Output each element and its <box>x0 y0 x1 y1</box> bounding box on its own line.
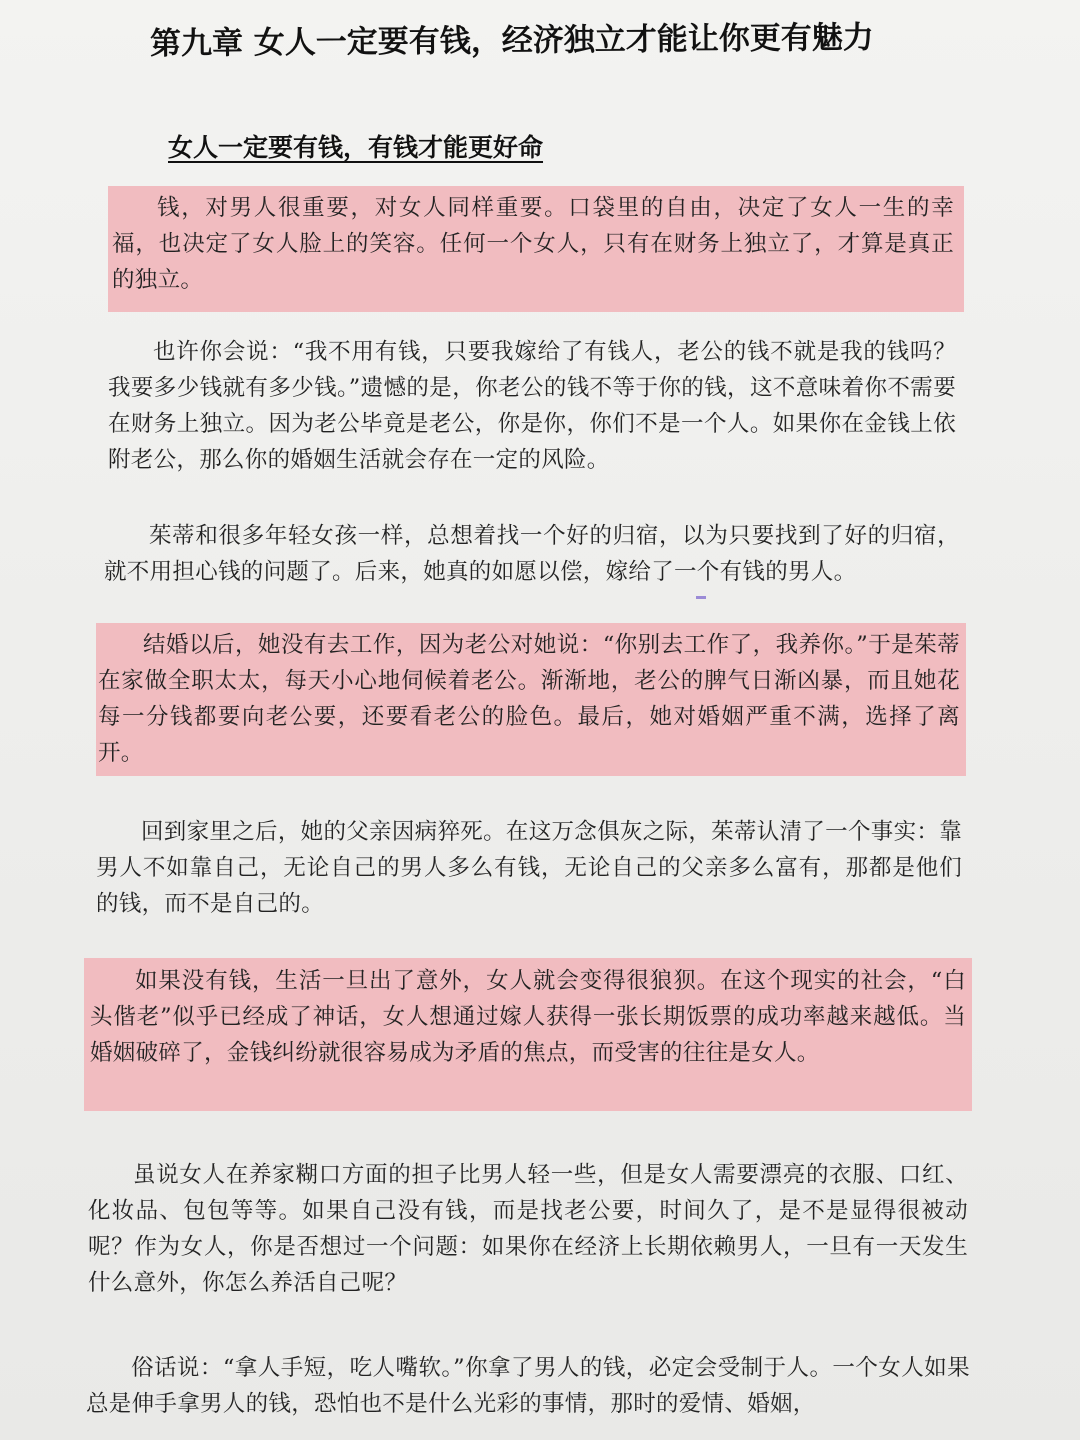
chapter-title: 第九章 女人一定要有钱，经济独立才能让你更有魅力 <box>149 19 874 62</box>
section-title: 女人一定要有钱，有钱才能更好命 <box>168 133 544 162</box>
paragraph-4: 结婚以后，她没有去工作，因为老公对她说：“你别去工作了，我养你。”于是茱蒂在家做全职太太，每天小心地伺候着老公。渐渐地，老公的脾气日渐凶暴，而且她花每一分钱都要向老公要，还要看老公的脸色。最后，她对婚姻严重不满，选择了离开。 <box>98 632 960 766</box>
paragraph-5: 回到家里之后，她的父亲因病猝死。在这万念俱灰之际，茱蒂认清了一个事实：靠男人不如靠自己，无论自己的男人多么有钱，无论自己的父亲多么富有，那都是他们的钱，而不是自己的。 <box>96 819 962 917</box>
paragraph-6: 如果没有钱，生活一旦出了意外，女人就会变得很狼狈。在这个现实的社会，“白头偕老”似乎已经成了神话，女人想通过嫁人获得一张长期饭票的成功率越来越低。当婚姻破碎了，金钱纠纷就很容易成为矛盾的焦点，而受害的往往是女人。 <box>90 968 966 1066</box>
paragraph-7: 虽说女人在养家糊口方面的担子比男人轻一些，但是女人需要漂亮的衣服、口红、化妆品、包包等等。如果自己没有钱，而是找老公要，时间久了，是不是显得很被动呢？作为女人，你是否想过一个问题：如果你在经济上长期依赖男人，一旦有一天发生什么意外，你怎么养活自己呢？ <box>88 1162 968 1296</box>
paragraph-1: 钱，对男人很重要，对女人同样重要。口袋里的自由，决定了女人一生的幸福，也决定了女人脸上的笑容。任何一个女人，只有在财务上独立了，才算是真正的独立。 <box>112 195 954 293</box>
paragraph-3: 茱蒂和很多年轻女孩一样，总想着找一个好的归宿，以为只要找到了好的归宿，就不用担心钱的问题了。后来，她真的如愿以偿，嫁给了一个有钱的男人。 <box>104 523 960 585</box>
paragraph-2: 也许你会说：“我不用有钱，只要我嫁给了有钱人，老公的钱不就是我的钱吗？我要多少钱就有多少钱。”遗憾的是，你老公的钱不等于你的钱，这不意味着你不需要在财务上独立。因为老公毕竟是老公，你是你，你们不是一个人。如果你在金钱上依附老公，那么你的婚姻生活就会存在一定的风险。 <box>108 339 956 473</box>
paragraph-8: 俗话说：“拿人手短，吃人嘴软。”你拿了男人的钱，必定会受制于人。一个女人如果总是伸手拿男人的钱，恐怕也不是什么光彩的事情，那时的爱情、婚姻， <box>86 1355 970 1417</box>
pen-mark <box>696 596 706 599</box>
